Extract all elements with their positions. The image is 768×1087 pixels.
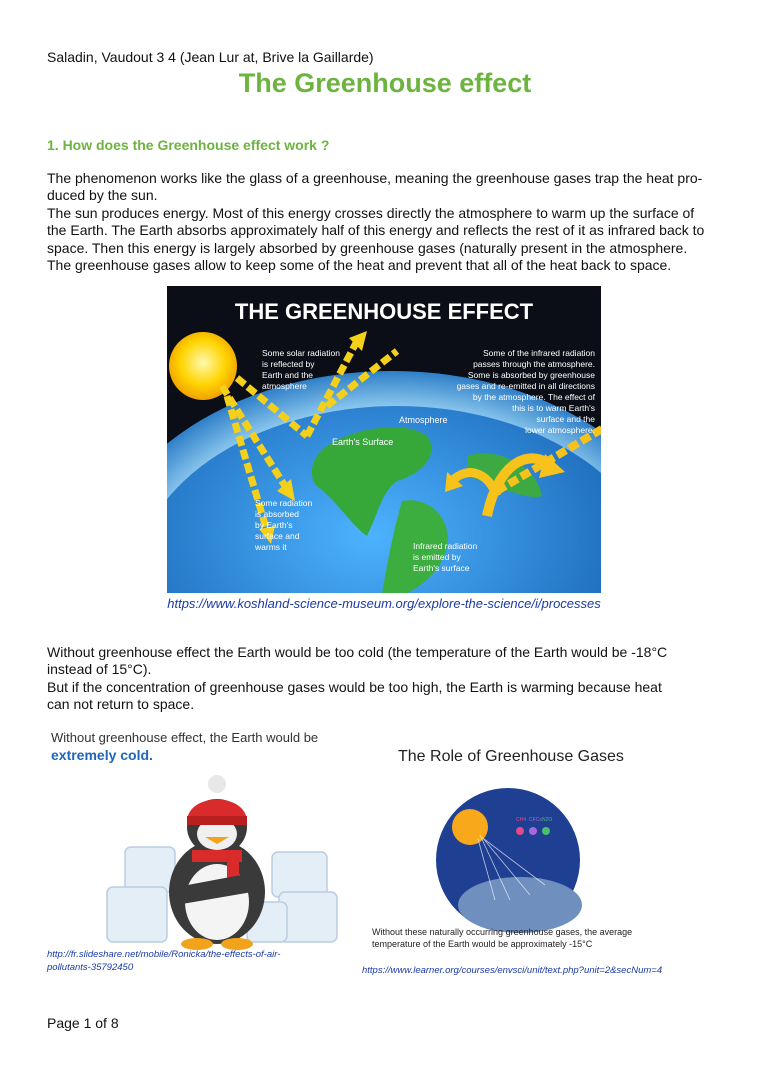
document-authors: Saladin, Vaudout 3 4 (Jean Lur at, Brive la Gaillarde) — [47, 49, 374, 65]
svg-text:Infrared radiation: Infrared radiation — [413, 541, 478, 551]
paragraph-line: duced by the sun. — [47, 187, 158, 204]
greenhouse-note-line2: temperature of the Earth would be approximately -15°C — [372, 939, 593, 949]
svg-text:is absorbed: is absorbed — [255, 509, 299, 519]
svg-text:N2O: N2O — [542, 817, 553, 823]
svg-text:warms it: warms it — [255, 542, 287, 552]
section2-paragraph — [47, 644, 719, 714]
svg-text:passes through the atmosphere.: passes through the atmosphere. — [473, 359, 595, 369]
svg-text:Earth's surface: Earth's surface — [413, 563, 470, 573]
paragraph-line: Without greenhouse effect the Earth would be too cold (the temperature of the Earth would be -18°C — [47, 644, 668, 660]
svg-text:Some is absorbed by greenhouse: Some is absorbed by greenhouse — [467, 370, 595, 380]
figure2-source-link[interactable]: http://fr.slideshare.net/mobile/Ronicka/the-effects-of-air- pollutants-35792450 — [47, 949, 281, 973]
sun-icon — [452, 809, 488, 845]
paragraph-line: The phenomenon works like the glass of a greenhouse, meaning the greenhouse gases trap the heat pro- — [47, 170, 703, 186]
paragraph-line: instead of 15°C). — [47, 661, 152, 678]
greenhouse-gases-illustration — [370, 735, 692, 955]
cold-penguin-illustration — [47, 722, 347, 952]
svg-text:atmosphere: atmosphere — [262, 381, 307, 391]
paragraph-line: The greenhouse gases allow to keep some of the heat and prevent that all of the heat back to space. — [47, 257, 672, 274]
earth-surface — [458, 877, 582, 933]
svg-text:Some solar radiation: Some solar radiation — [262, 348, 340, 358]
svg-text:by Earth's: by Earth's — [255, 520, 293, 530]
greenhouse-note-line1: Without these naturally occurring greenhouse gases, the average — [372, 927, 633, 937]
greenhouse-effect-diagram — [167, 286, 601, 593]
svg-text:Some of the infrared radiatio: Some of the infrared radiation — [483, 348, 595, 358]
svg-text:CH4: CH4 — [516, 817, 527, 823]
svg-text:lower atmosphere.: lower atmosphere. — [525, 425, 595, 435]
svg-text:is emitted by: is emitted by — [413, 552, 461, 562]
svg-text:is reflected by: is reflected by — [262, 359, 315, 369]
svg-text:this is to warm Earth's: this is to warm Earth's — [512, 403, 595, 413]
section1-paragraph — [47, 170, 719, 274]
paragraph-line: But if the concentration of greenhouse gases would be too high, the Earth is warming because heat — [47, 678, 662, 695]
paragraph-line: The sun produces energy. Most of this energy crosses directly the atmosphere to warm up the surface of — [47, 204, 695, 221]
svg-text:surface and the: surface and the — [536, 414, 595, 424]
section-heading: 1. How does the Greenhouse effect work ? — [47, 137, 330, 153]
penguin-icon — [169, 775, 265, 950]
figure3-source-link[interactable]: https://www.learner.org/courses/envsci/unit/text.php?unit=2&secNum=4 — [362, 965, 663, 976]
paragraph-line: the Earth. The Earth absorbs approximately half of this energy and reflects the rest of it as infrared back to — [47, 222, 705, 239]
atmosphere-label: Atmosphere — [399, 415, 448, 425]
cold-caption-line2: extremely cold. — [51, 747, 153, 763]
cold-caption-line1: Without greenhouse effect, the Earth would be — [51, 730, 319, 745]
diagram-title: THE GREENHOUSE EFFECT — [234, 299, 534, 324]
svg-text:Some radiation: Some radiation — [255, 498, 313, 508]
paragraph-line: space. Then this energy is largely absorbed by greenhouse gases (naturally present in the atmosphere. — [47, 239, 688, 256]
earth-surface-label: Earth's Surface — [332, 437, 394, 447]
page-number: Page 1 of 8 — [47, 1015, 119, 1031]
svg-text:gases and re-emitted in all di: gases and re-emitted in all directions — [456, 381, 595, 391]
svg-text:CFCs: CFCs — [529, 817, 542, 823]
page-title: The Greenhouse effect — [238, 68, 532, 98]
svg-text:surface and: surface and — [255, 531, 300, 541]
greenhouse-gases-title: The Role of Greenhouse Gases — [398, 748, 624, 765]
svg-text:by the atmosphere. The effect: by the atmosphere. The effect of — [472, 392, 595, 402]
svg-text:Earth and the: Earth and the — [262, 370, 314, 380]
paragraph-line: can not return to space. — [47, 696, 195, 713]
figure1-source-link[interactable]: https://www.koshland-science-museum.org/explore-the-science/i/processes — [167, 596, 601, 611]
